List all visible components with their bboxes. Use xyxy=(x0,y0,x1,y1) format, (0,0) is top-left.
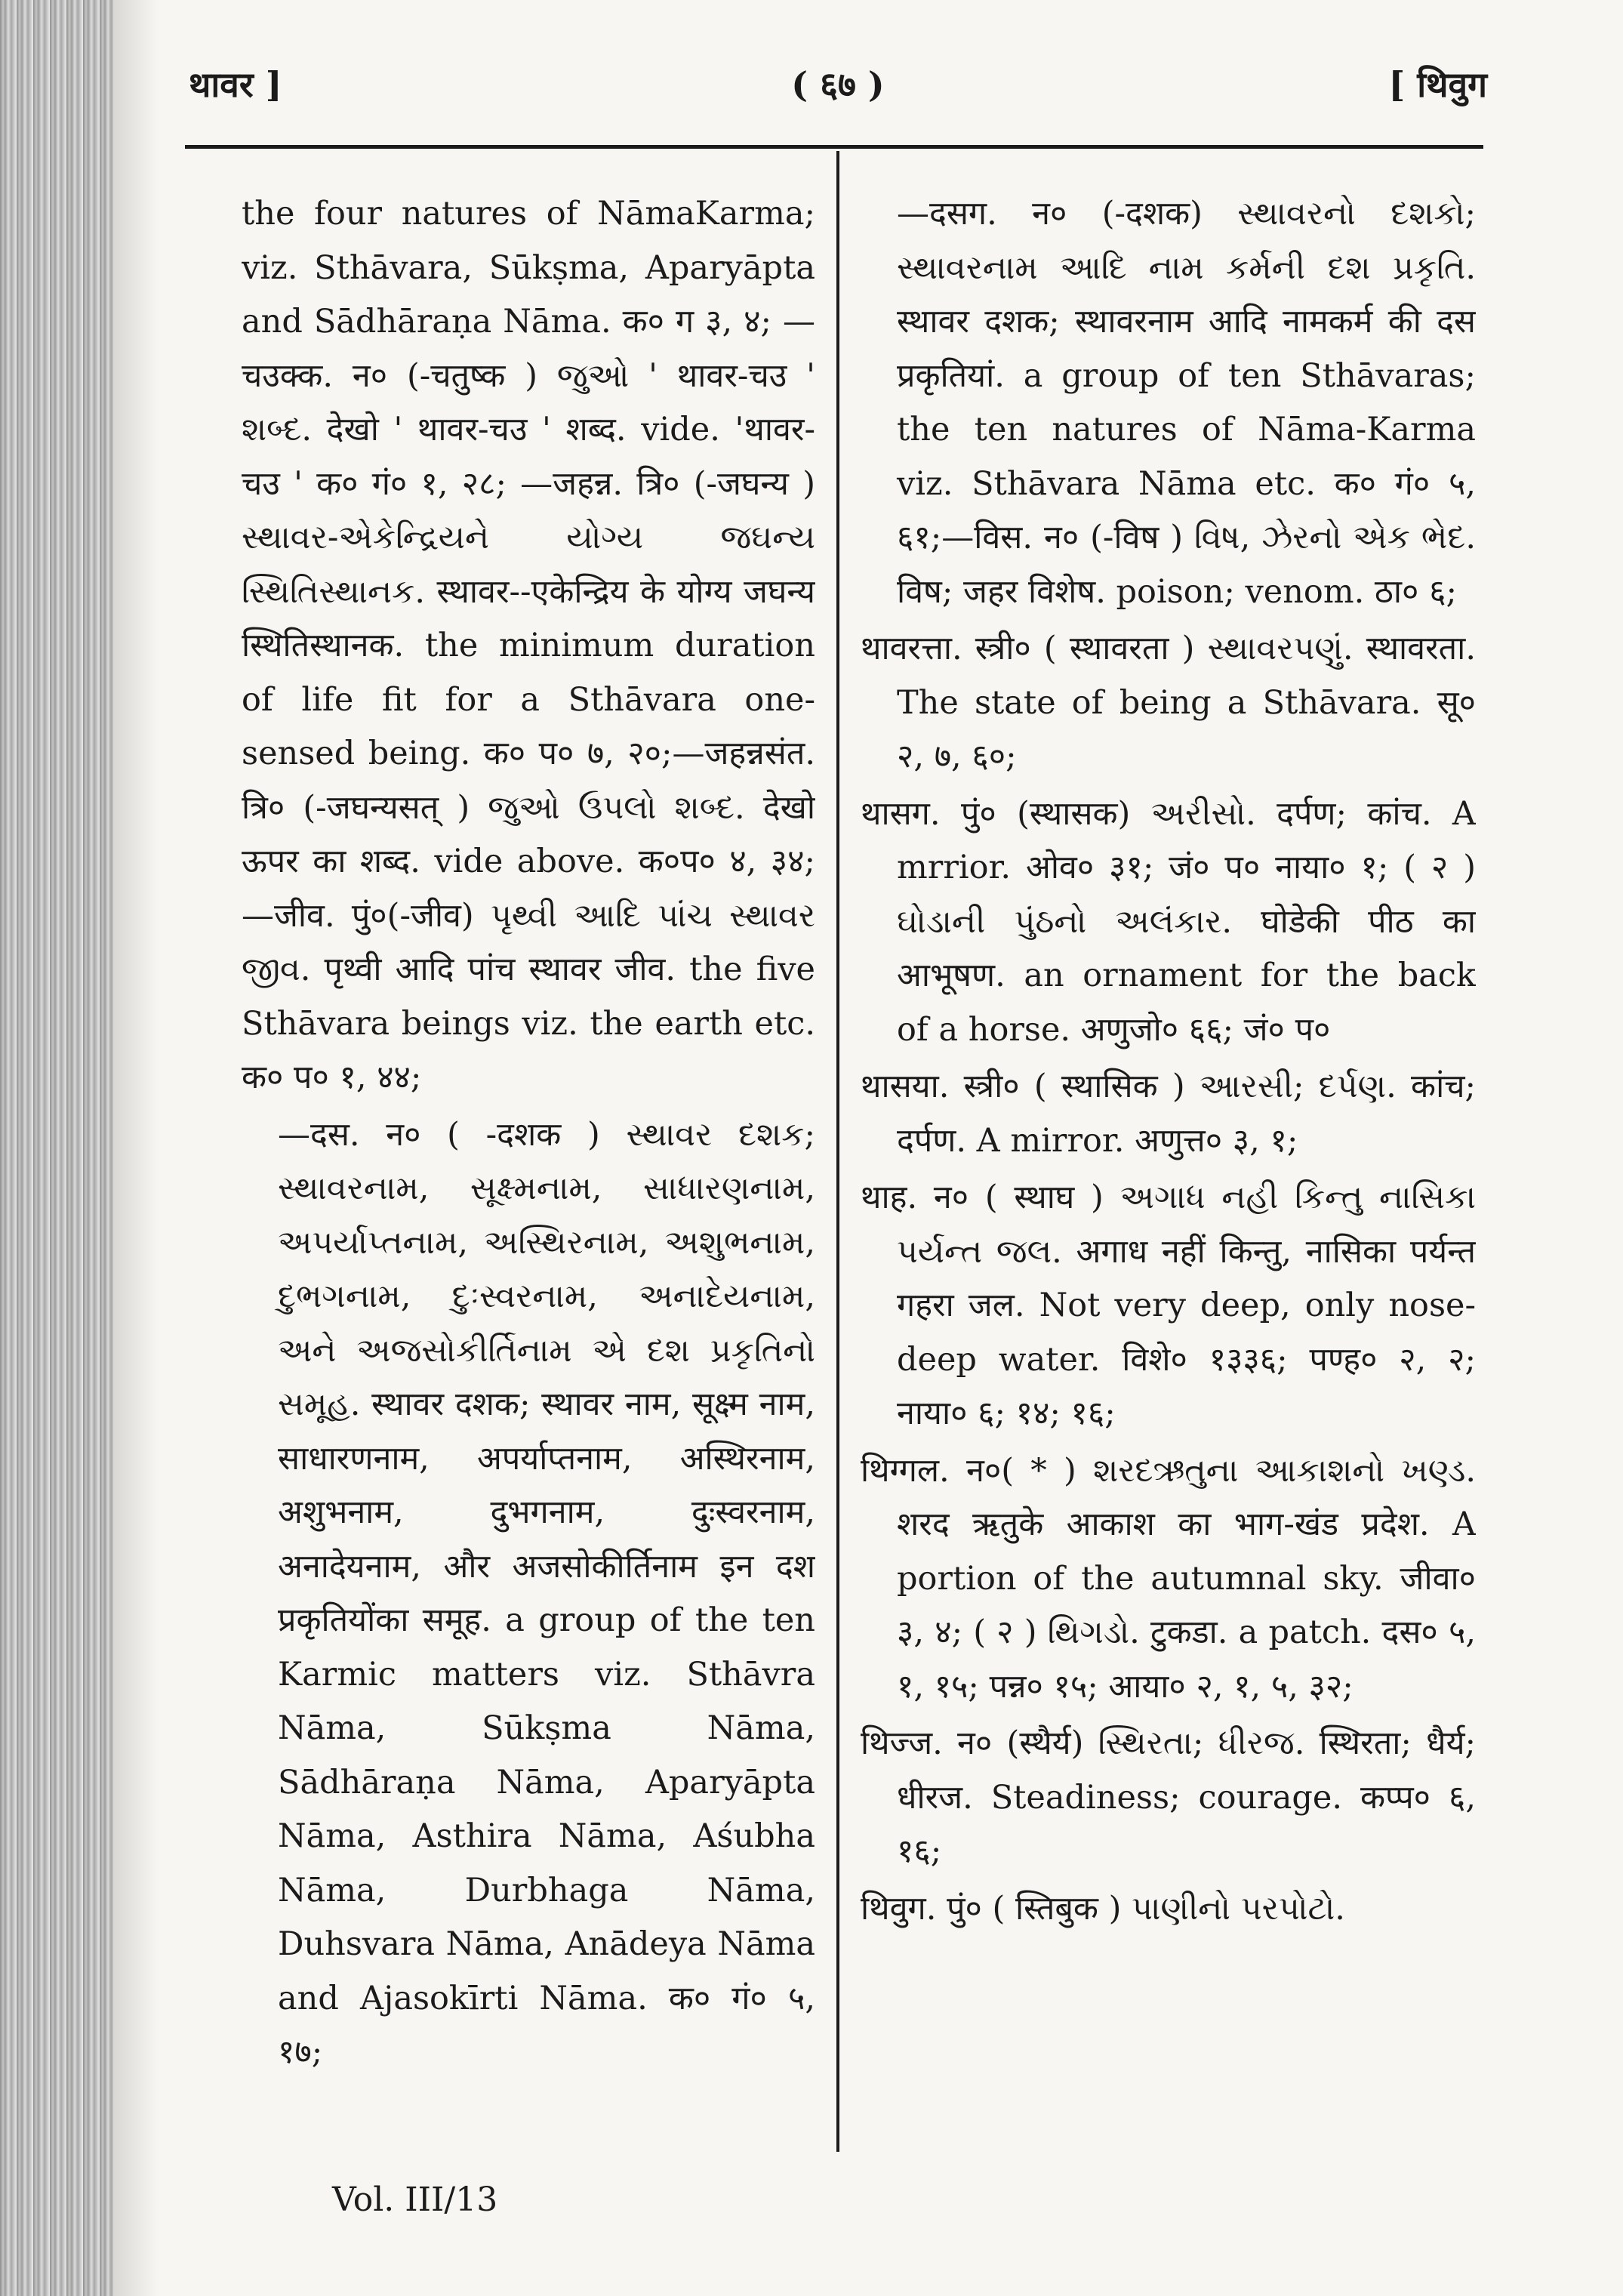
header-page-number: ( ६७ ) xyxy=(791,64,885,105)
left-column xyxy=(242,187,815,2165)
entry: थावरत्ता. स्त्री० ( स्थावरता ) સ્થાવરપણું. स्थावरता. The state of being a Sthāvara. सू० २, ७, ६०; xyxy=(861,630,1476,775)
entry-subentry: —दस. न० ( -दशक ) સ્થાવર દશક; સ્થાવરનામ, સૂક્ષ્મનામ, સાધારણનામ, અપર્યાપ્તનામ, અસ્થિરનામ, અશુભનામ, દુભગનામ, દુઃસ્વરનામ, અનાદેયનામ, અને અજસોકીર્તિનામ એ દશ પ્રકૃતિનો સમૂહ. स्थावर दशक; स्थावर नाम, सूक्ष्म नाम, साधारणनाम, अपर्याप्तनाम, अस्थिरनाम, अशुभनाम, दुभगनाम, दुःस्वरनाम, अनादेयनाम, और अजसोकीर्तिनाम इन दश प्रकृतियोंका समूह. a group of the ten Karmic matters viz. Sthāvra Nāma, Sūkṣma Nāma, Sādhāraṇa Nāma, Aparyāpta Nāma, Asthira Nāma, Aśubha Nāma, Durbhaga Nāma, Duhsvara Nāma, Anādeya Nāma and Ajasokīrti Nāma. क० गं० ५, १७; xyxy=(278,1115,815,2071)
header-rule xyxy=(185,145,1483,149)
entry: थिवुग. पुं० ( स्तिबुक ) પાણીનો પરપોટો. xyxy=(861,1889,1345,1928)
column-divider xyxy=(836,151,839,2152)
entry: थिज्ज. न० (स्थैर्य) સ્થિરતા; ધીરજ. स्थिरता; धैर्य; धीरज. Steadiness; courage. कप्प० ६, १६; xyxy=(861,1724,1476,1870)
header-right-guide-word: [ थिवुग xyxy=(1388,64,1487,105)
entry-continuation: the four natures of NāmaKarma; viz. Sthāvara, Sūkṣma, Aparyāpta and Sādhāraṇa Nāma. क० ग ३, ४; —चउक्क. न० (-चतुष्क ) જુઓ ' थावर-चउ ' શબ્દ. देखो ' थावर-चउ ' शब्द. vide. 'थावर-चउ ' क० गं० १, २८; —जहन्न. त्रि० (-जघन्य ) સ્થાવર-એકેન્દ્રિયને યોગ્ય જઘન્ય સ્થિતિસ્થાનક. स्थावर--एकेन्द्रिय के योग्य जघन्य स्थितिस्थानक. the minimum duration of life fit for a Sthāvara one-sensed being. क० प० ७, २०;—जहन्नसंत. त्रि० (-जघन्यसत् ) જુઓ ઉપલો શબ્દ. देखो ऊपर का शब्द. vide above. क०प० ४, ३४;—जीव. पुं०(-जीव) પૃથ્વી આદિ પાંચ સ્થાવર જીવ. पृथ्वी आदि पांच स्थावर जीव. the five Sthāvara beings viz. the earth etc. क० प० १, ४४; xyxy=(242,195,815,1096)
entry: थाह. न० ( स्थाघ ) અગાધ નહી કિન્તુ નાસિકા પર્યન્ત જલ. अगाध नहीं किन्तु, नासिका पर्यन्त गहरा जल. Not very deep, only nose-deep water. विशे० १३३६; पण्ह० २, २; नाया० ६; १४; १६; xyxy=(861,1179,1476,1432)
entry-subentry: —दसग. न० (-दशक) સ્થાવરનો દશકો; સ્થાવરનામ આદિ નામ કર્મની દશ પ્રકૃતિ. स्थावर दशक; स्थावरनाम आदि नामकर्म की दस प्रकृतियां. a group of ten Sthāvaras; the ten natures of Nāma-Karma viz. Sthāvara Nāma etc. क० गं० ५, ६१;—विस. न० (-विष ) વિષ, ઝેરનો એક ભેદ. विष; जहर विशेष. poison; venom. ठा० ६; xyxy=(897,195,1476,611)
entry: थासग. पुं० (स्थासक) અરીસો. दर्पण; कांच. A mrrior. ओव० ३१; जं० प० नाया० १; ( २ ) ઘોડાની પુંઠનો અલંકાર. घोडेकी पीठ का आभूषण. an ornament for the back of a horse. अणुजो० ६६; जं० प० xyxy=(861,794,1476,1049)
header-left-guide-word: थावर ] xyxy=(189,64,282,105)
page-header xyxy=(189,60,1487,121)
right-column xyxy=(861,187,1476,2165)
page-binding-shadow xyxy=(113,0,159,2296)
entry: थासया. स्त्री० ( स्थासिक ) આરસી; દર્પણ. कांच; दर्पण. A mirror. अणुत्त० ३, १; xyxy=(861,1068,1476,1160)
page-binding-edge xyxy=(0,0,113,2296)
entry: थिग्गल. न०( * ) શરદઋતુના આકાશનો ખણ્ડ. शरद ऋतुके आकाश का भाग-खंड प्रदेश. A portion of the autumnal sky. जीवा० ३, ४; ( २ ) થિગડો. टुकडा. a patch. दस० ५, १, १५; पन्न० १५; आया० २, १, ५, ३२; xyxy=(861,1451,1476,1706)
volume-footer: Vol. III/13 xyxy=(332,2180,498,2219)
